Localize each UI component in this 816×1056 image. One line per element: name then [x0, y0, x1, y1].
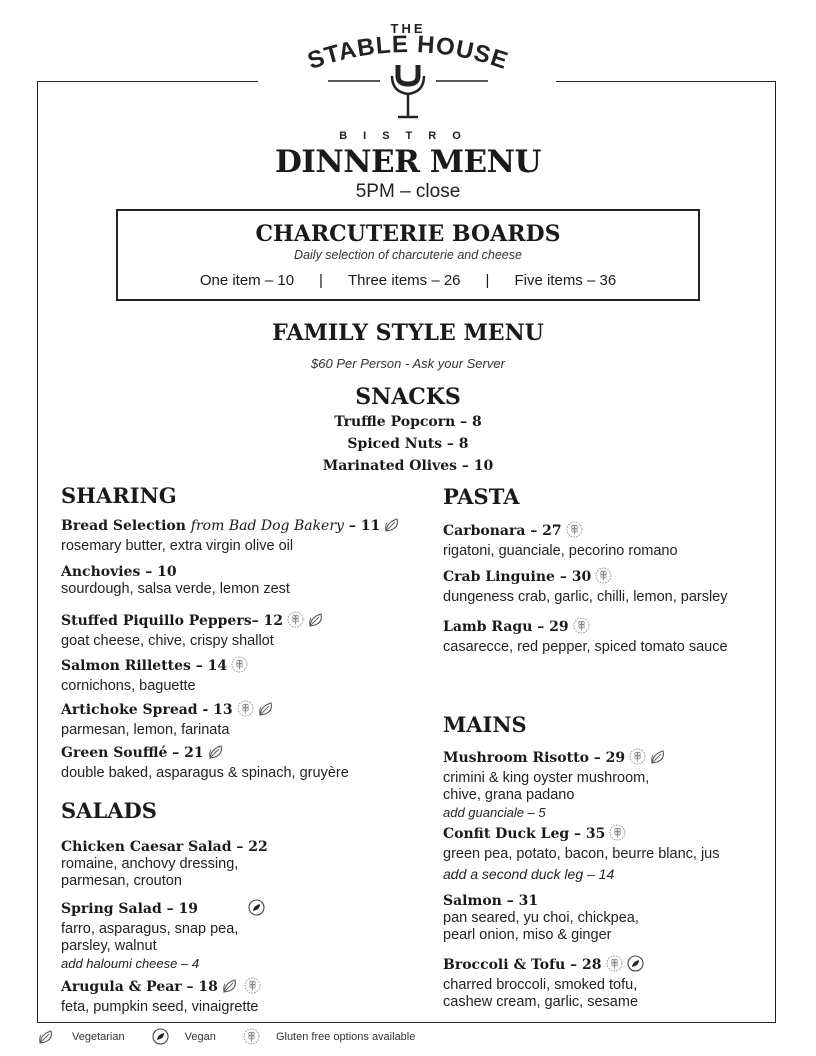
charcuterie-option: Three items – 26	[347, 272, 461, 289]
menu-item	[61, 656, 421, 695]
salads-heading: SALADS	[61, 798, 157, 823]
menu-item	[443, 567, 803, 606]
item-description: goat cheese, chive, crispy shallot	[61, 633, 274, 649]
item-description: sourdough, salsa verde, lemon zest	[61, 581, 290, 597]
family-style-title: FAMILY STYLE MENU	[272, 320, 544, 346]
menu-item	[61, 700, 421, 739]
item-description: pearl onion, miso & ginger	[443, 927, 612, 943]
charcuterie-option: Five items – 36	[514, 272, 617, 289]
item-addon: add guanciale – 5	[443, 805, 546, 820]
item-name: Mushroom Risotto – 29	[443, 750, 626, 766]
item-name: Lamb Ragu – 29	[443, 619, 569, 635]
vegetarian-leaf-icon	[384, 517, 402, 538]
item-description: cashew cream, garlic, sesame	[443, 994, 639, 1010]
legend-label: Gluten free options available	[275, 1030, 416, 1043]
dietary-legend	[38, 1028, 439, 1048]
charcuterie-option: One item – 10	[199, 272, 295, 289]
item-description: rigatoni, guanciale, pecorino romano	[443, 543, 678, 559]
item-description: cornichons, baguette	[61, 678, 196, 694]
item-name: Chicken Caesar Salad – 22	[61, 839, 268, 855]
charcuterie-separator: |	[485, 272, 490, 289]
family-style-subtitle: $60 Per Person - Ask your Server	[311, 356, 505, 371]
menu-item	[61, 611, 421, 650]
gluten-free-wheat-icon	[595, 567, 612, 589]
snacks-title: SNACKS	[355, 384, 461, 410]
item-name: Confit Duck Leg – 35	[443, 826, 606, 842]
item-name: Spring Salad – 19	[61, 901, 199, 917]
charcuterie-subtitle: Daily selection of charcuterie and cheese	[294, 248, 522, 262]
item-price: – 11	[348, 518, 381, 534]
menu-item	[61, 838, 421, 890]
gluten-free-wheat-icon	[231, 656, 248, 678]
item-extra: from Bad Dog Bakery	[190, 518, 344, 534]
logo-bistro: BISTRO	[339, 130, 477, 142]
gluten-free-wheat-icon	[243, 1028, 268, 1045]
snack-item: Marinated Olives – 10	[322, 458, 494, 474]
legend-vegan	[152, 1028, 216, 1045]
item-name: Green Soufflé – 21	[61, 745, 204, 761]
item-description: parsley, walnut	[61, 938, 157, 954]
item-description: pan seared, yu choi, chickpea,	[443, 910, 639, 926]
item-description: feta, pumpkin seed, vinaigrette	[61, 999, 259, 1015]
item-addon: add haloumi cheese – 4	[61, 956, 200, 971]
menu-item	[443, 824, 803, 883]
item-name: Carbonara – 27	[443, 523, 562, 539]
menu-item	[61, 517, 421, 555]
item-name: Arugula & Pear – 18	[61, 979, 218, 995]
menu-item	[61, 899, 421, 972]
gluten-free-wheat-icon	[244, 977, 261, 999]
gluten-free-wheat-icon	[609, 824, 626, 846]
menu-hours: 5PM – close	[355, 181, 461, 202]
item-description: green pea, potato, bacon, beurre blanc, jus	[443, 846, 720, 862]
item-description: charred broccoli, smoked tofu,	[443, 977, 638, 993]
item-description: romaine, anchovy dressing,	[61, 856, 239, 872]
legend-gluten-free	[243, 1028, 415, 1045]
item-name: Stuffed Piquillo Peppers– 12	[61, 613, 283, 629]
item-name: Artichoke Spread - 13	[61, 702, 233, 718]
item-description: double baked, asparagus & spinach, gruyère	[61, 765, 349, 781]
item-description: dungeness crab, garlic, chilli, lemon, parsley	[443, 589, 728, 605]
menu-item	[443, 955, 803, 1011]
vegetarian-leaf-icon	[222, 978, 240, 999]
gluten-free-wheat-icon	[606, 955, 623, 977]
item-description: rosemary butter, extra virgin olive oil	[61, 538, 294, 554]
item-name: Salmon Rillettes – 14	[61, 658, 228, 674]
sharing-heading: SHARING	[61, 483, 177, 508]
item-addon: add a second duck leg – 14	[443, 866, 615, 882]
menu-item	[443, 521, 803, 560]
item-description: chive, grana padano	[443, 787, 575, 803]
vegetarian-leaf-icon	[208, 744, 226, 765]
menu-title: DINNER MENU	[274, 144, 542, 180]
vegetarian-leaf-icon	[38, 1029, 64, 1045]
logo-name: STABLE HOUSE	[304, 30, 512, 76]
item-description: crimini & king oyster mushroom,	[443, 770, 650, 786]
vegetarian-leaf-icon	[308, 612, 326, 633]
snack-item: Spiced Nuts – 8	[347, 436, 469, 452]
vegetarian-leaf-icon	[650, 749, 668, 770]
legend-label: Vegan	[184, 1030, 216, 1043]
item-name: Bread Selection	[61, 518, 186, 534]
stable-house-logo	[284, 18, 532, 143]
menu-item	[61, 563, 421, 598]
charcuterie-prices	[118, 272, 698, 289]
item-name: Anchovies – 10	[61, 564, 177, 580]
item-name: Crab Linguine – 30	[443, 569, 592, 585]
charcuterie-separator: |	[319, 272, 323, 289]
gluten-free-wheat-icon	[629, 748, 646, 770]
logo-the: THE	[390, 21, 426, 36]
item-description: parmesan, crouton	[61, 873, 182, 889]
gluten-free-wheat-icon	[573, 617, 590, 639]
gluten-free-wheat-icon	[287, 611, 304, 633]
vegan-leaf-icon	[627, 955, 644, 977]
item-description: farro, asparagus, snap pea,	[61, 921, 239, 937]
menu-item	[61, 744, 421, 782]
gluten-free-wheat-icon	[566, 521, 583, 543]
vegan-leaf-icon	[248, 899, 265, 921]
svg-text:STABLE HOUSE	[304, 31, 511, 75]
menu-item	[443, 892, 803, 944]
menu-item	[61, 977, 421, 1016]
legend-label: Vegetarian	[72, 1031, 125, 1043]
legend-vegetarian	[38, 1029, 125, 1045]
item-description: parmesan, lemon, farinata	[61, 722, 230, 738]
item-name: Broccoli & Tofu – 28	[443, 957, 602, 973]
menu-item	[443, 748, 803, 821]
pasta-heading: PASTA	[443, 484, 520, 509]
vegan-leaf-icon	[152, 1028, 177, 1045]
snack-item: Truffle Popcorn – 8	[334, 414, 482, 430]
item-name: Salmon – 31	[443, 893, 539, 909]
mains-heading: MAINS	[443, 712, 527, 737]
charcuterie-title: CHARCUTERIE BOARDS	[255, 221, 561, 247]
gluten-free-wheat-icon	[237, 700, 254, 722]
charcuterie-box	[116, 209, 700, 301]
item-description: casarecce, red pepper, spiced tomato sauce	[443, 639, 728, 655]
menu-item	[443, 617, 803, 656]
vegetarian-leaf-icon	[258, 701, 276, 722]
